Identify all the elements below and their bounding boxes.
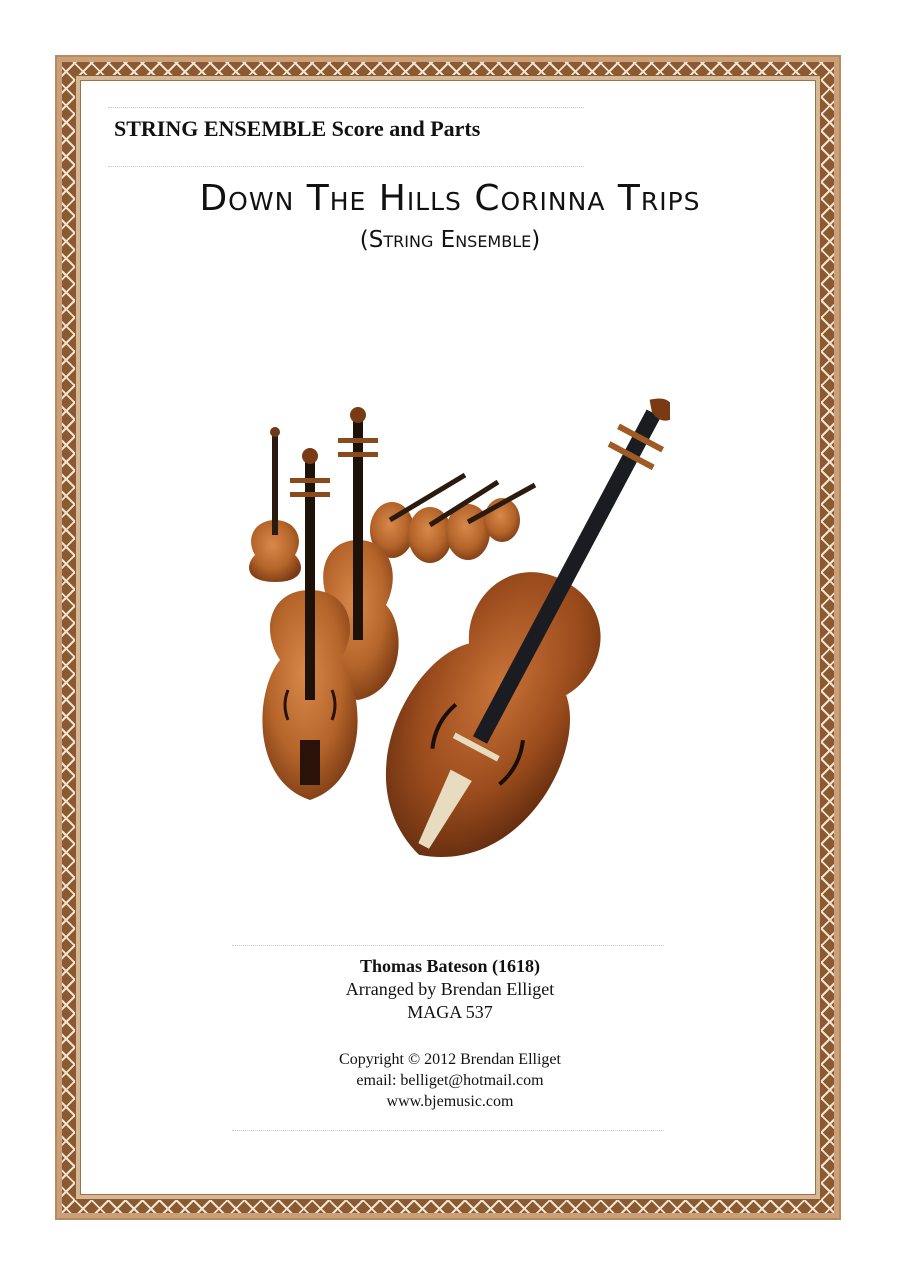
string-instruments-illustration [230,360,670,900]
credits-bottom-rule [232,1130,664,1131]
website-link[interactable]: www.bjemusic.com [386,1093,514,1110]
piece-subtitle: (String Ensemble) [359,227,541,253]
credits-top-rule [232,945,664,946]
violin-row-icon [370,475,535,563]
catalog-number: MAGA 537 [407,1002,493,1022]
header-top-rule [108,107,584,108]
credits-block [0,954,900,1024]
arranger-credit: Arranged by Brendan Elliget [345,979,555,999]
piece-title: Down The Hills Corinna Trips [199,178,701,219]
header-bottom-rule [108,166,584,167]
category-heading: STRING ENSEMBLE Score and Parts [114,116,481,141]
contact-email[interactable]: email: belliget@hotmail.com [356,1072,544,1089]
copyright-block [0,1049,900,1112]
violin-small-icon [249,427,301,582]
composer-credit: Thomas Bateson (1618) [359,956,540,976]
copyright-notice: Copyright © 2012 Brendan Elliget [339,1051,561,1068]
